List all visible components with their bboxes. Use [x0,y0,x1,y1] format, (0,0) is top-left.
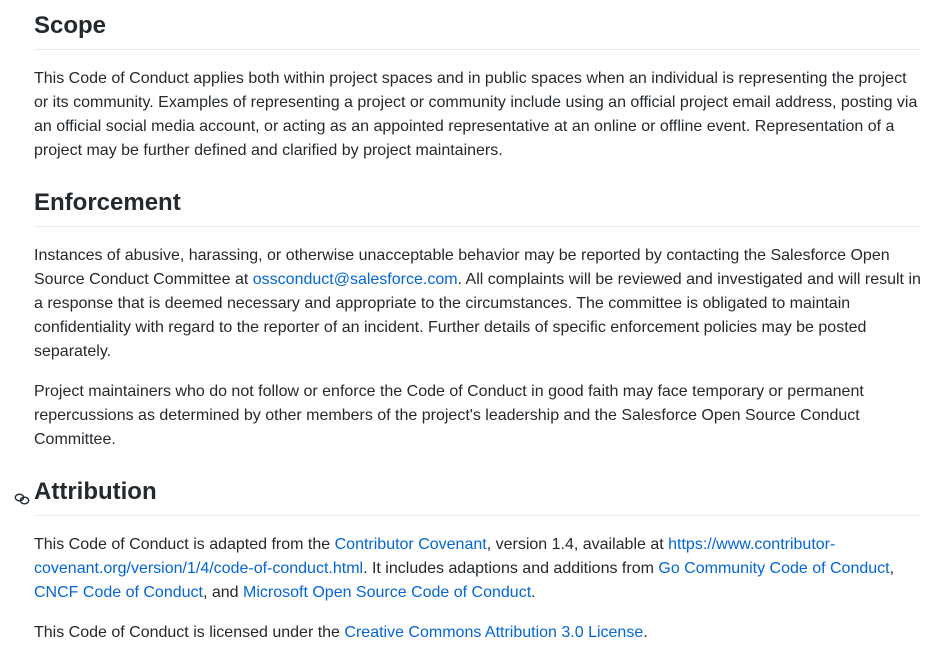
section-enforcement [34,188,921,452]
text: . [531,584,536,601]
heading-enforcement: Enforcement [34,188,921,227]
text: . [643,624,648,641]
section-scope [34,11,921,163]
text: , and [202,584,243,601]
cncf-link[interactable]: CNCF Code of Conduct [34,584,203,601]
enforcement-paragraph-1 [34,244,921,364]
link-icon[interactable] [14,485,30,501]
markdown-body [34,0,921,645]
microsoft-link[interactable]: Microsoft Open Source Code of Conduct [243,584,532,601]
scope-paragraph: This Code of Conduct applies both within project spaces and in public spaces when an individual is representing the project or its community. Examples of representing a project or community include using an official project email address, posting via an official social media account, or acting as an appointed representative at an online or offline event. Representation of a project may be further defined and clarified by project maintainers. [34,70,918,159]
go-community-link[interactable]: Go Community Code of Conduct [658,560,890,577]
attribution-paragraph-1 [34,533,921,605]
contributor-covenant-link[interactable]: Contributor Covenant [334,536,487,553]
heading-text: Attribution [34,478,157,505]
heading-scope: Scope [34,11,921,50]
text: This Code of Conduct is adapted from the [34,536,335,553]
section-attribution [34,477,921,645]
covenant-url-link[interactable]: https://www.contributor-covenant.org/version/1/4/code-of-conduct.html [34,536,836,577]
email-link[interactable]: ossconduct@salesforce.com [252,271,458,288]
text: Instances of abusive, harassing, or otherwise unacceptable behavior may be reported by contacting the Salesforce Open Source Conduct Committee at [34,247,890,288]
text: . All complaints will be reviewed and investigated and will result in a response that is deemed necessary and appropriate to the circumstances. The committee is obligated to maintain confidentiality with regard to the reporter of an incident. Further details of specific enforcement policies may be posted separately. [34,271,921,360]
text: , version 1.4, available at [486,536,669,553]
heading-attribution [34,477,921,516]
attribution-paragraph-2 [34,621,921,645]
enforcement-paragraph-2: Project maintainers who do not follow or enforce the Code of Conduct in good faith may face temporary or permanent repercussions as determined by other members of the project's leadership and the Salesforce Open Source Conduct Committee. [34,383,864,448]
text: , [889,560,895,577]
text: . It includes adaptions and additions from [363,560,659,577]
creative-commons-link[interactable]: Creative Commons Attribution 3.0 License [344,624,644,641]
text: This Code of Conduct is licensed under the [34,624,345,641]
